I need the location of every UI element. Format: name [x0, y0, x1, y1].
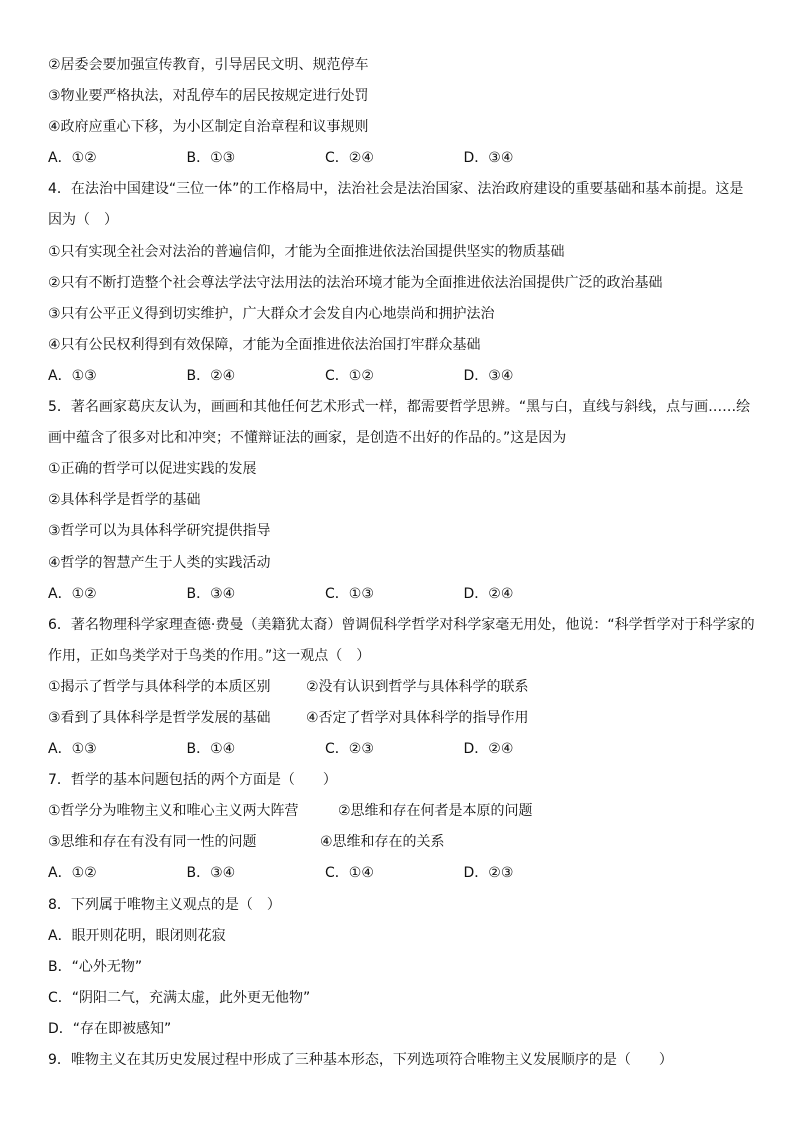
q4-option-b[interactable]: B．②④: [186, 367, 236, 384]
q5-stem-line-2: 画中蕴含了很多对比和冲突；不懂辩证法的画家，是创造不出好的作品的。”这是因为: [48, 430, 567, 447]
q6-item-1: ①揭示了哲学与具体科学的本质区别: [48, 678, 271, 695]
q3-option-c[interactable]: C．②④: [325, 150, 374, 167]
q3-item-4: ④政府应重心下移，为小区制定自治章程和议事规则: [48, 119, 369, 136]
q3-item-3: ③物业要严格执法，对乱停车的居民按规定进行处罚: [48, 88, 369, 105]
q7-item-3: ③思维和存在有没有同一性的问题: [48, 834, 257, 851]
q7-items-row-2: [48, 831, 754, 862]
q6-option-b[interactable]: B．①④: [186, 741, 236, 758]
q5-option-b[interactable]: B．③④: [186, 585, 236, 602]
q5-item-2: ②具体科学是哲学的基础: [48, 492, 201, 509]
q7-items-row-1: [48, 800, 754, 831]
q7-item-2: ②思维和存在何者是本原的问题: [338, 803, 533, 820]
q8-choice-a[interactable]: A．眼开则花明，眼闭则花寂: [48, 927, 226, 944]
q7-item-1: ①哲学分为唯物主义和唯心主义两大阵营: [48, 803, 299, 820]
q7-option-a[interactable]: A．①②: [48, 865, 97, 882]
q5-option-a[interactable]: A．①②: [48, 585, 97, 602]
q4-stem-line-2: 因为（ ）: [48, 212, 118, 229]
q3-option-a[interactable]: A．①②: [48, 150, 97, 167]
q7-item-4: ④思维和存在的关系: [320, 834, 445, 851]
q6-item-4: ④否定了哲学对具体科学的指导作用: [306, 709, 529, 726]
q3-option-d[interactable]: D．③④: [463, 150, 514, 167]
q7-option-b[interactable]: B．③④: [186, 865, 236, 882]
q6-option-a[interactable]: A．①③: [48, 741, 97, 758]
q9-stem: 9．唯物主义在其历史发展过程中形成了三种基本形态，下列选项符合唯物主义发展顺序的是（ ）: [48, 1052, 673, 1068]
q6-stem-line-2: 作用，正如鸟类学对于鸟类的作用。”这一观点（ ）: [48, 647, 371, 664]
q4-stem-line-1: 4．在法治中国建设“三位一体”的工作格局中，法治社会是法治国家、法治政府建设的重要基础和基本前提。这是: [48, 181, 744, 198]
q5-stem-line-1: 5．著名画家葛庆友认为，画画和其他任何艺术形式一样，都需要哲学思辨。“黑与白，直线与斜线，点与画……绘: [48, 399, 751, 416]
q6-item-2: ②没有认识到哲学与具体科学的联系: [306, 678, 529, 695]
q5-option-d[interactable]: D．②④: [463, 585, 514, 602]
q6-items-row-2: [48, 707, 754, 738]
q8-stem: 8．下列属于唯物主义观点的是（ ）: [48, 896, 281, 913]
q7-options: [48, 862, 754, 893]
q5-options: [48, 583, 754, 614]
q3-item-2: ②居委会要加强宣传教育，引导居民文明、规范停车: [48, 57, 369, 73]
q3-options: [48, 147, 754, 178]
q7-stem: 7．哲学的基本问题包括的两个方面是（ ）: [48, 772, 337, 789]
q6-item-3: ③看到了具体科学是哲学发展的基础: [48, 709, 271, 726]
q4-item-4: ④只有公民权利得到有效保障，才能为全面推进依法治国打牢群众基础: [48, 336, 481, 353]
q7-option-c[interactable]: C．①④: [325, 865, 374, 882]
q5-item-1: ①正确的哲学可以促进实践的发展: [48, 461, 257, 478]
q4-option-a[interactable]: A．①③: [48, 367, 97, 384]
q6-items-row-1: [48, 676, 754, 707]
q4-option-d[interactable]: D．③④: [463, 367, 514, 384]
q4-item-1: ①只有实现全社会对法治的普遍信仰，才能为全面推进依法治国提供坚实的物质基础: [48, 243, 565, 260]
q5-item-4: ④哲学的智慧产生于人类的实践活动: [48, 554, 271, 571]
q4-item-2: ②只有不断打造整个社会尊法学法守法用法的法治环境才能为全面推进依法治国提供广泛的政治基础: [48, 274, 663, 291]
q4-item-3: ③只有公平正义得到切实维护，广大群众才会发自内心地崇尚和拥护法治: [48, 305, 495, 322]
q6-options: [48, 738, 754, 769]
q5-option-c[interactable]: C．①③: [325, 585, 374, 602]
q3-option-b[interactable]: B．①③: [186, 150, 236, 167]
q6-stem-line-1: 6．著名物理科学家理查德·费曼（美籍犹太裔）曾调侃科学哲学对科学家毫无用处，他说：“科学哲学对于科学家的: [48, 616, 755, 633]
q5-item-3: ③哲学可以为具体科学研究提供指导: [48, 523, 271, 540]
q8-choice-b[interactable]: B．“心外无物”: [48, 958, 143, 975]
q7-option-d[interactable]: D．②③: [463, 865, 514, 882]
q8-choice-d[interactable]: D．“存在即被感知”: [48, 1020, 172, 1037]
q8-choice-c[interactable]: C．“阴阳二气，充满太虚，此外更无他物”: [48, 989, 311, 1006]
q6-option-c[interactable]: C．②③: [325, 741, 374, 758]
q6-option-d[interactable]: D．②④: [463, 741, 514, 758]
q4-option-c[interactable]: C．①②: [325, 367, 374, 384]
q4-options: [48, 365, 754, 396]
